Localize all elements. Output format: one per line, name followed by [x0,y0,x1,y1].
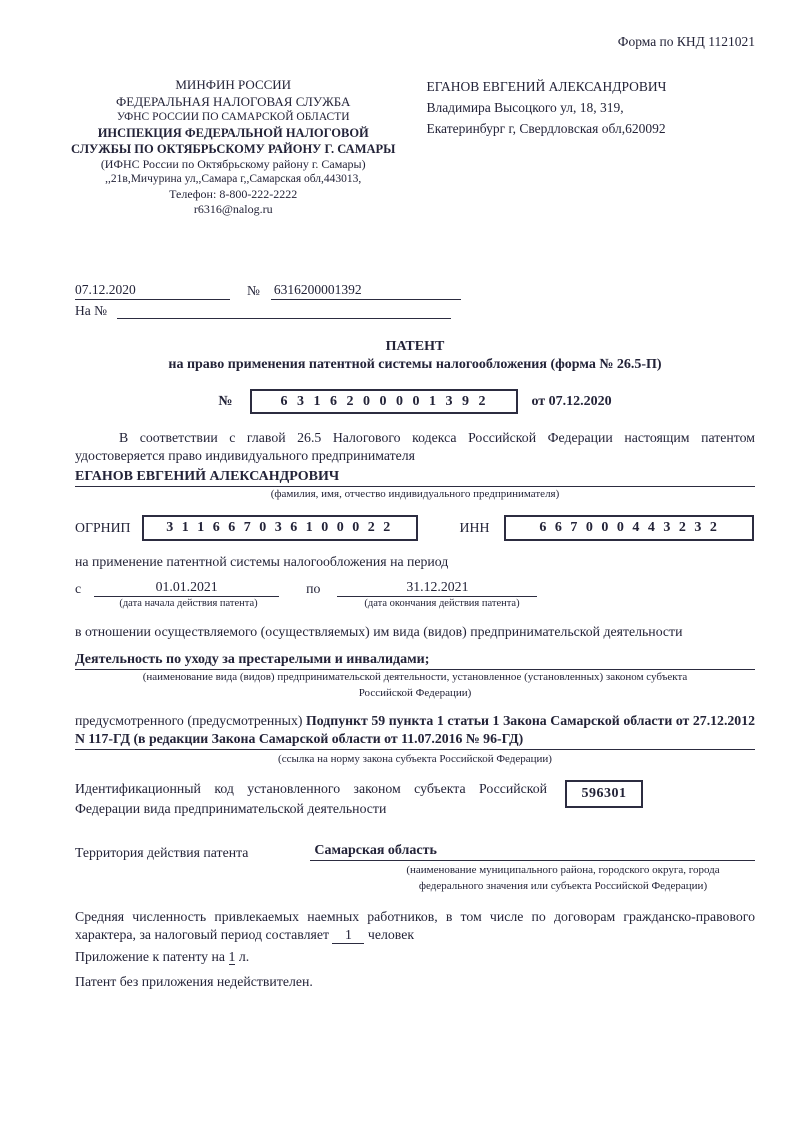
law-reference-text: Подпункт 59 пункта 1 статьи 1 Закона Самарской области от 27.12.2012 N 117-ГД (в редакции Закона Самарской области от 11.07.2016 № 96-ГД) [75,713,755,746]
patent-date: от 07.12.2020 [531,393,612,409]
territory-caption-line-1: (наименование муниципального района, городского округа, города [406,864,720,877]
patent-number-sign: № [218,393,233,409]
sender-line: УФНС РОССИИ ПО САМАРСКОЙ ОБЛАСТИ [116,111,350,124]
title-line-2: на право применения патентной системы налогообложения (форма № 26.5-П) [168,356,662,372]
recipient-address-line: Екатеринбург г, Свердловская обл,620092 [426,120,666,136]
workers-paragraph [75,908,755,944]
recipient-name: ЕГАНОВ ЕВГЕНИЙ АЛЕКСАНДРОВИЧ [426,79,667,94]
sender-line: (ИФНС России по Октябрьскому району г. Самары) [100,156,366,171]
reply-reference-line [75,303,755,319]
territory-caption-line-2: федерального значения или субъекта Российской Федерации) [418,879,708,892]
law-prefix-text: предусмотренного (предусмотренных) [75,713,303,729]
law-reference-paragraph [75,712,755,750]
document-date: 07.12.2020 [75,282,230,300]
form-code-label: Форма по КНД 1121021 [617,34,755,49]
territory-row [75,843,755,861]
dates-captions [75,598,755,609]
workers-count-field: 1 [332,928,364,943]
attachment-line [75,949,755,965]
activity-caption-line-1: (наименование вида (видов) предпринимательской деятельности, установленное (установленных) законом субъекта [142,671,688,684]
number-sign-label: № [247,282,260,298]
from-label: с [75,581,82,597]
workers-text-pre: Средняя численность привлекаемых наемных работников, в том числе по договорам гражданско-правового характера, за налоговый период составляет [75,909,755,943]
law-caption: (ссылка на норму закона субъекта Российской Федерации) [278,752,552,765]
territory-label: Территория действия патента [75,845,249,861]
title-line-1: ПАТЕНТ [385,338,445,354]
inn-label: ИНН [459,520,490,536]
date-to-caption: (дата окончания действия патента) [364,598,520,610]
sender-phone: Телефон: 8-800-222-2222 [169,187,298,202]
activity-name-field: Деятельность по уходу за престарелыми и инвалидами; [75,652,755,670]
activity-code-row [75,779,755,819]
territory-value-field: Самарская область [310,843,755,861]
document-number: 6316200001392 [271,282,461,300]
activity-caption-line-2: Российской Федерации) [358,686,472,699]
sender-line: ,,21в,Мичурина ул,,Самара г,,Самарская обл,443013, [105,173,362,186]
validity-note: Патент без приложения недействителен. [75,973,313,989]
date-from-caption: (дата начала действия патента) [119,598,258,610]
ogrnip-box: 3 1 1 6 6 7 0 3 6 1 0 0 0 2 2 [142,515,418,541]
sender-line: СЛУЖБЫ ПО ОКТЯБРЬСКОМУ РАЙОНУ Г. САМАРЫ [71,141,396,156]
inn-box: 6 6 7 0 0 0 4 4 3 2 3 2 [504,515,754,541]
intro-paragraph [75,429,755,465]
letterhead [71,77,755,218]
activity-intro-text: в отношении осуществляемого (осуществляемых) им вида (видов) предпринимательской деятельности [75,624,683,640]
activity-caption [75,670,755,701]
validity-dates-row [75,579,755,597]
entrepreneur-name-caption: (фамилия, имя, отчество индивидуального предпринимателя) [270,487,560,500]
date-to-field: 31.12.2021 [337,579,537,597]
reply-to-blank-field [117,303,451,319]
sender-block [60,77,406,218]
activity-code-text: Идентификационный код установленного законом субъекта Российской Федерации вида предпринимательской деятельности [75,781,547,817]
workers-text-post: человек [367,927,415,943]
sender-line: МИНФИН РОССИИ [175,77,292,92]
patent-number-box: 6 3 1 6 2 0 0 0 0 1 3 9 2 [250,389,518,414]
reply-to-label: На № [75,302,107,318]
patent-number-row [75,389,755,414]
entrepreneur-name-field: ЕГАНОВ ЕВГЕНИЙ АЛЕКСАНДРОВИЧ [75,469,755,487]
attachment-text-pre: Приложение к патенту на [75,948,226,964]
sender-line: ФЕДЕРАЛЬНАЯ НАЛОГОВАЯ СЛУЖБА [116,93,351,109]
recipient-block [426,77,755,218]
period-intro-text: на применение патентной системы налогообложения на период [75,554,449,570]
ogrnip-label: ОГРНИП [75,520,131,536]
document-title [75,338,755,374]
territory-caption [371,863,755,894]
to-label: по [306,581,321,597]
registration-codes-row [75,515,755,541]
activity-code-box: 596301 [565,780,643,808]
reference-line [75,282,755,300]
sender-email: r6316@nalog.ru [193,202,273,217]
intro-text: В соответствии с главой 26.5 Налогового кодекса Российской Федерации настоящим патентом удостоверяется право индивидуального предпринимателя [75,430,755,464]
sender-line: ИНСПЕКЦИЯ ФЕДЕРАЛЬНОЙ НАЛОГОВОЙ [97,125,369,140]
attachment-pages-field: 1 [228,948,236,964]
recipient-address-line: Владимира Высоцкого ул, 18, 319, [426,100,624,116]
date-from-field: 01.01.2021 [94,579,279,597]
attachment-text-post: л. [238,948,250,964]
